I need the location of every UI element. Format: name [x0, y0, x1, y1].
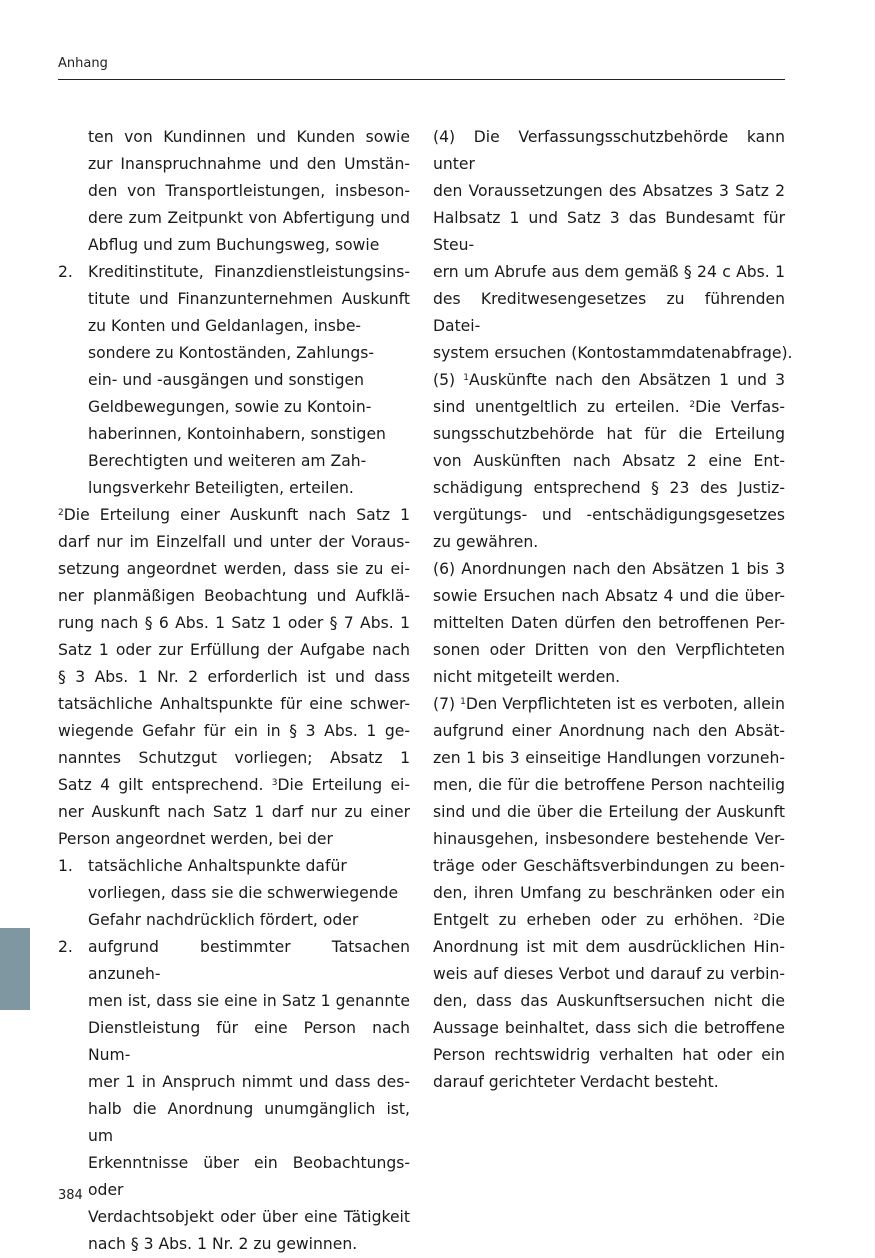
text-line: men, die für die betroffene Person nachteilig: [433, 776, 785, 794]
text-line: den Voraussetzungen des Absatzes 3 Satz 2: [433, 182, 785, 200]
chapter-tab-marker: [0, 928, 30, 1010]
list-item: [58, 934, 410, 1258]
list-number: 1.: [58, 857, 73, 875]
text-line: aufgrund bestimmter Tatsachen anzuneh-: [88, 938, 410, 983]
text-line: den, ihren Umfang zu beschränken oder ein: [433, 884, 785, 902]
text-line: Person rechtswidrig verhalten hat oder ein: [433, 1046, 785, 1064]
text-line: men ist, dass sie eine in Satz 1 genannte: [88, 992, 410, 1010]
text-line: titute und Finanzunternehmen Auskunft: [88, 290, 410, 308]
text-line: des Kreditwesengesetzes zu führenden Datei-: [433, 290, 785, 335]
text-line: zu gewähren.: [433, 533, 539, 551]
list-item: [58, 853, 410, 934]
text-line: Kreditinstitute, Finanzdienstleistungsins-: [88, 263, 410, 281]
sentence-number: 2: [58, 508, 64, 518]
text-line: Dienstleistung für eine Person nach Num-: [88, 1019, 410, 1064]
left-column: [58, 124, 410, 1258]
text-line: von Auskünften nach Absatz 2 eine Ent-: [433, 452, 785, 470]
text-line: sind unentgeltlich zu erteilen. $^2$Die Verfas-: [433, 398, 785, 416]
text-line: weis auf dieses Verbot und darauf zu verbin-: [433, 965, 785, 983]
text-line: Satz 1 oder zur Erfüllung der Aufgabe nach: [58, 641, 410, 659]
text-line: sind und die über die Erteilung der Auskunft: [433, 803, 785, 821]
paragraph-7: [433, 691, 785, 1096]
text-line: zu Konten und Geldanlagen, insbe-: [88, 317, 362, 335]
text-line: träge oder Geschäftsverbindungen zu been-: [433, 857, 785, 875]
text-line: Entgelt zu erheben oder zu erhöhen. $^2$Die: [433, 911, 785, 929]
text-line: (5) $^1$Auskünfte nach den Absätzen 1 und 3: [433, 371, 785, 389]
text-line: ten von Kundinnen und Kunden sowie: [88, 128, 410, 146]
text-line: zur Inanspruchnahme und den Umstän-: [88, 155, 410, 173]
text-line: hinausgehen, insbesondere bestehende Ver-: [433, 830, 785, 848]
text-line: nach § 3 Abs. 1 Nr. 2 zu gewinnen.: [88, 1235, 358, 1253]
text-line: ein- und -ausgängen und sonstigen: [88, 371, 364, 389]
text-line: mer 1 in Anspruch nimmt und dass des-: [88, 1073, 410, 1091]
list-item: [58, 259, 410, 502]
text-line: Gefahr nachdrücklich fördert, oder: [88, 911, 359, 929]
text-line: aufgrund einer Anordnung nach den Absät-: [433, 722, 785, 740]
sentence-number: 3: [271, 778, 278, 788]
text-line: den von Transportleistungen, insbeson-: [88, 182, 410, 200]
header-rule: [58, 79, 785, 80]
text-line: dere zum Zeitpunkt von Abfertigung und: [88, 209, 410, 227]
text-line: ner planmäßigen Beobachtung und Aufklä-: [58, 587, 410, 605]
list-item-continuation: [58, 124, 410, 259]
sentence-number: 1: [463, 373, 470, 383]
text-line: rung nach § 6 Abs. 1 Satz 1 oder § 7 Abs. 1: [58, 614, 410, 632]
text-line: $^2$Die Erteilung einer Auskunft nach Satz 1: [58, 506, 410, 524]
text-line: Verdachtsobjekt oder über eine Tätigkeit: [88, 1208, 410, 1226]
text-line: haberinnen, Kontoinhabern, sonstigen: [88, 425, 386, 443]
text-line: ner Auskunft nach Satz 1 darf nur zu einer: [58, 803, 410, 821]
text-line: Geldbewegungen, sowie zu Kontoin-: [88, 398, 372, 416]
sentence-number: 1: [460, 697, 466, 707]
text-line: Anordnung ist mit dem ausdrücklichen Hin-: [433, 938, 785, 956]
text-line: system ersuchen (Kontostammdatenabfrage).: [433, 344, 793, 362]
text-line: darf nur im Einzelfall und unter der Voraus-: [58, 533, 410, 551]
text-line: darauf gerichteter Verdacht besteht.: [433, 1073, 719, 1091]
text-line: Erkenntnisse über ein Beobachtungs- oder: [88, 1154, 410, 1199]
page-number: 384: [58, 1188, 83, 1203]
text-line: nanntes Schutzgut vorliegen; Absatz 1: [58, 749, 410, 767]
text-line: (6) Anordnungen nach den Absätzen 1 bis 3: [433, 560, 785, 578]
text-line: sondere zu Kontoständen, Zahlungs-: [88, 344, 375, 362]
text-line: sonen oder Dritten von den Verpflichteten: [433, 641, 785, 659]
running-header: Anhang: [58, 56, 108, 71]
text-line: tatsächliche Anhaltspunkte dafür: [88, 857, 347, 875]
text-line: § 3 Abs. 1 Nr. 2 erforderlich ist und dass: [58, 668, 410, 686]
text-line: (4) Die Verfassungsschutzbehörde kann unter: [433, 128, 785, 173]
text-line: setzung angeordnet werden, dass sie zu ei-: [58, 560, 410, 578]
text-line: Halbsatz 1 und Satz 3 das Bundesamt für Steu-: [433, 209, 785, 254]
text-line: sungsschutzbehörde hat für die Erteilung: [433, 425, 785, 443]
paragraph-4: [433, 124, 793, 367]
text-line: schädigung entsprechend § 23 des Justiz-: [433, 479, 785, 497]
list-number: 2.: [58, 938, 73, 956]
list-number: 2.: [58, 263, 73, 281]
paragraph-6: [433, 556, 785, 691]
sentence-number: 2: [753, 913, 760, 923]
text-line: halb die Anordnung unumgänglich ist, um: [88, 1100, 410, 1145]
text-line: Person angeordnet werden, bei der: [58, 830, 333, 848]
text-line: Satz 4 gilt entsprechend. $^3$Die Erteilung ei-: [58, 776, 411, 794]
text-line: tatsächliche Anhaltspunkte für eine schwer-: [58, 695, 410, 713]
text-line: Aussage beinhaltet, dass sich die betroffene: [433, 1019, 785, 1037]
text-line: nicht mitgeteilt werden.: [433, 668, 621, 686]
text-line: ern um Abrufe aus dem gemäß § 24 c Abs. 1: [433, 263, 785, 281]
text-line: zen 1 bis 3 einseitige Handlungen vorzuneh-: [433, 749, 785, 767]
text-line: den, dass das Auskunftsersuchen nicht die: [433, 992, 785, 1010]
paragraph-5: [433, 367, 785, 556]
text-line: mittelten Daten dürfen den betroffenen Per-: [433, 614, 785, 632]
paragraph: [58, 502, 410, 853]
text-line: sowie Ersuchen nach Absatz 4 und die über-: [433, 587, 785, 605]
text-line: vergütungs- und -entschädigungsgesetzes: [433, 506, 785, 524]
text-line: lungsverkehr Beteiligten, erteilen.: [88, 479, 354, 497]
text-line: Abflug und zum Buchungsweg, sowie: [88, 236, 380, 254]
right-column: [433, 124, 793, 1096]
text-line: vorliegen, dass sie die schwerwiegende: [88, 884, 399, 902]
text-line: (7) $^1$Den Verpflichteten ist es verboten, allein: [433, 695, 786, 713]
text-line: Berechtigten und weiteren am Zah-: [88, 452, 367, 470]
text-line: wiegende Gefahr für ein in § 3 Abs. 1 ge-: [58, 722, 410, 740]
sentence-number: 2: [689, 400, 696, 410]
